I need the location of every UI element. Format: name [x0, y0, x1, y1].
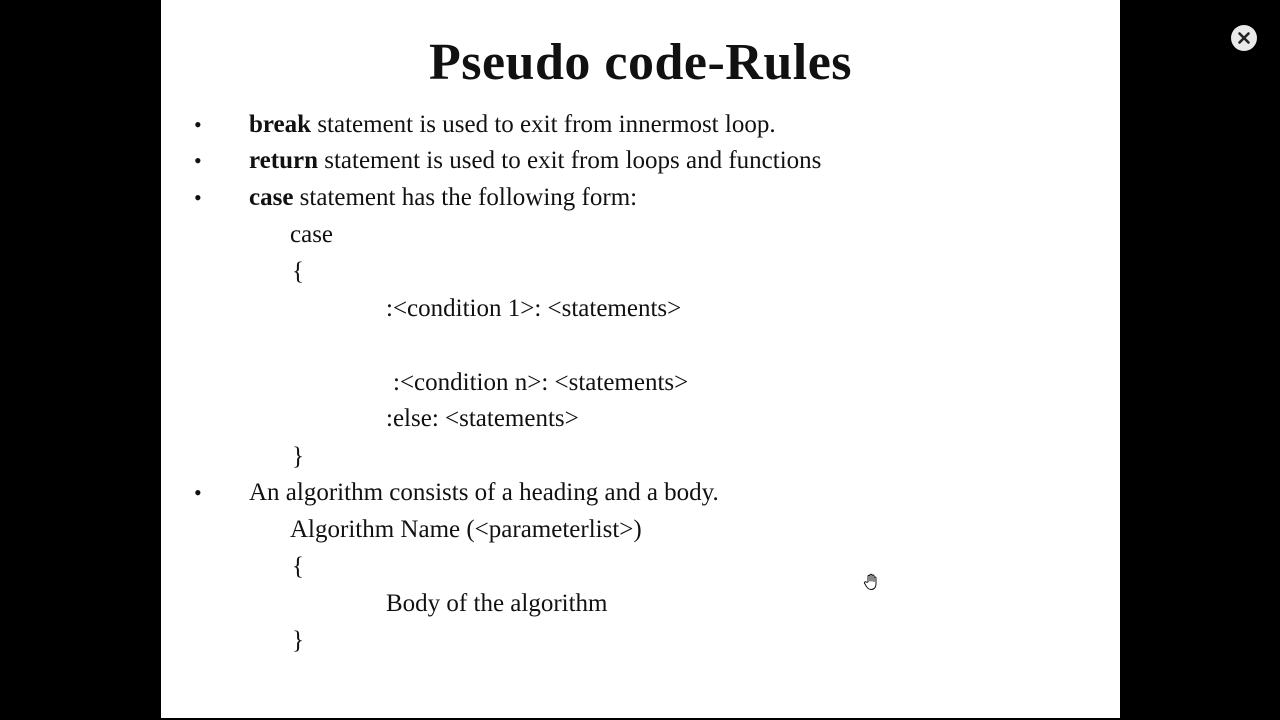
presentation-slide [161, 0, 1120, 718]
case-condition-n: :<condition n>: <statements> [393, 369, 689, 396]
case-condition-1: :<condition 1>: <statements> [386, 295, 682, 322]
rule-algorithm: An algorithm consists of a heading and a body. [249, 479, 719, 506]
keyword-return: return [249, 147, 318, 174]
rule-break [249, 110, 776, 140]
keyword-break: break [249, 111, 312, 138]
slide-title: Pseudo code-Rules [428, 34, 853, 91]
rule-break-text: statement is used to exit from innermost loop. [311, 111, 776, 138]
close-icon [1231, 25, 1257, 51]
bullet-marker: • [194, 112, 202, 137]
case-open-brace: { [292, 258, 304, 285]
algorithm-close-brace: } [292, 627, 304, 654]
rule-return [249, 146, 821, 176]
close-button[interactable] [1231, 25, 1257, 51]
case-keyword-line: case [290, 221, 334, 248]
algorithm-open-brace: { [292, 553, 304, 580]
keyword-case: case [249, 184, 294, 211]
rule-case [249, 183, 637, 213]
case-close-brace: } [292, 443, 304, 470]
rule-case-text: statement has the following form: [293, 184, 638, 211]
case-else-line: :else: <statements> [386, 405, 579, 432]
bullet-marker: • [194, 148, 202, 173]
algorithm-body: Body of the algorithm [386, 590, 608, 617]
algorithm-heading: Algorithm Name (<parameterlist>) [290, 516, 642, 543]
bullet-marker: • [194, 185, 202, 210]
hand-cursor-icon [863, 573, 879, 591]
rule-return-text: statement is used to exit from loops and functions [317, 147, 822, 174]
bullet-marker: • [194, 480, 202, 505]
